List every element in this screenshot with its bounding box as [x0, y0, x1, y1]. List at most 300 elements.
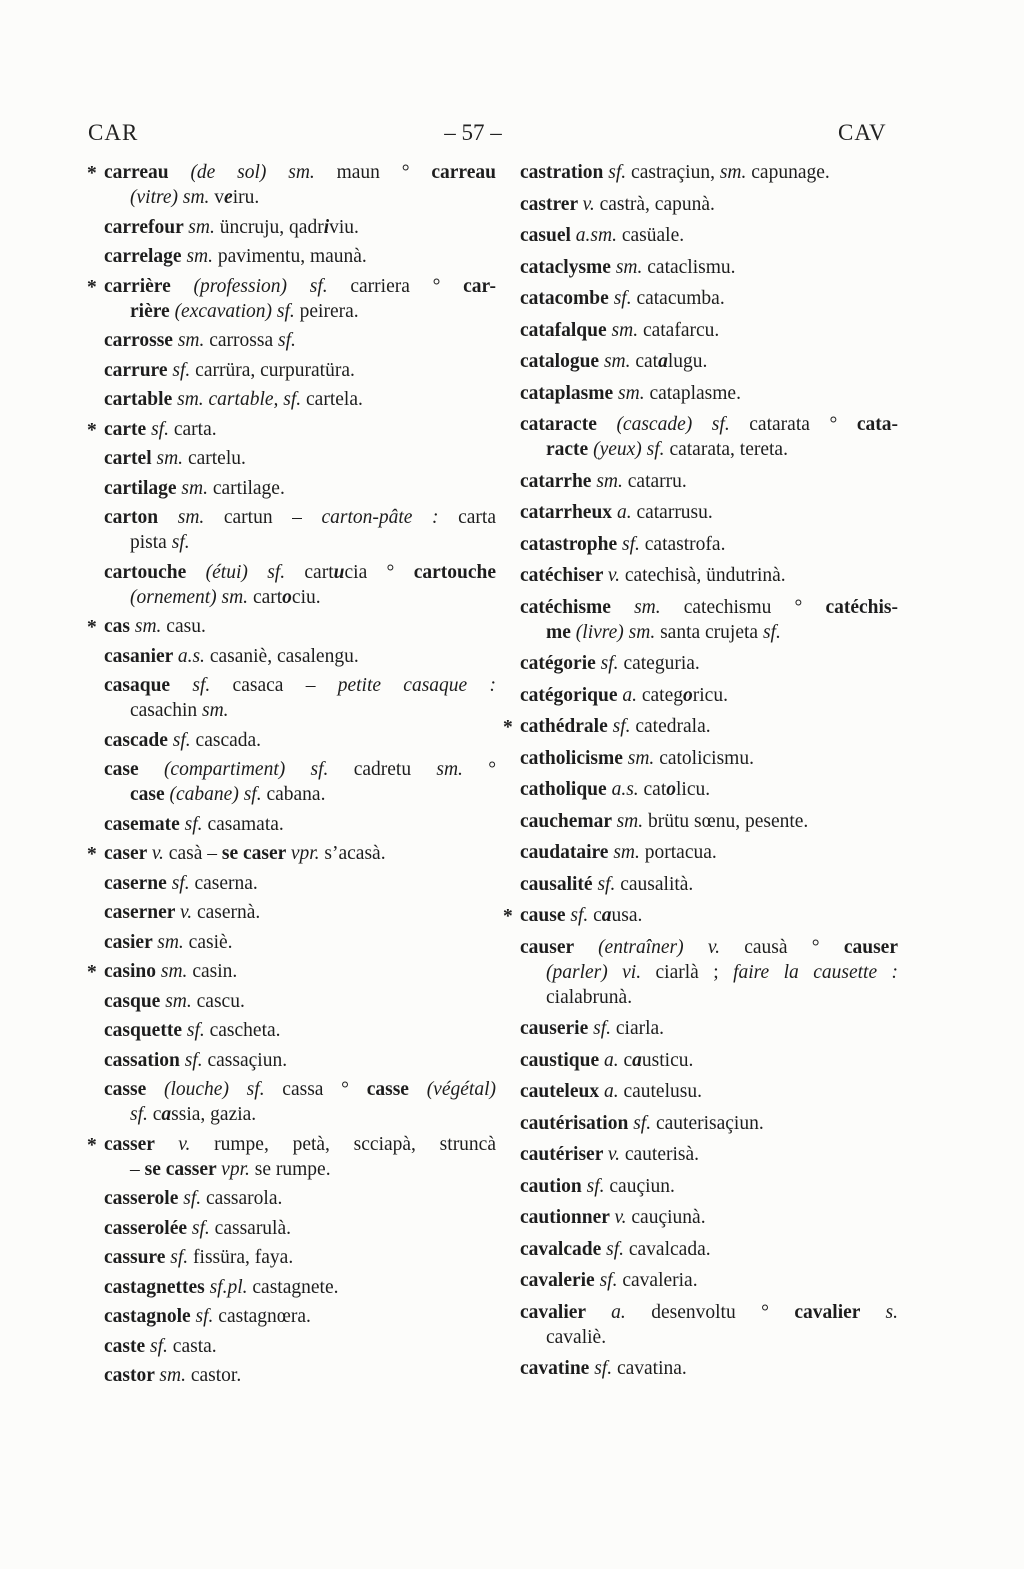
text-run: (livre) sm.	[575, 621, 661, 643]
text-run: cartela.	[306, 389, 363, 410]
entry-line	[104, 871, 496, 896]
text-run: sf.	[192, 675, 233, 696]
text-run: cartun –	[223, 507, 322, 528]
text-run: cartouche	[104, 561, 206, 583]
text-run: cassa °	[282, 1079, 367, 1100]
star-marker: *	[87, 617, 97, 638]
text-run: catafarcu.	[642, 319, 720, 341]
dictionary-entry	[104, 1275, 496, 1300]
dictionary-entry	[520, 1142, 898, 1167]
text-run: a.sm.	[575, 225, 622, 246]
text-run: vpr.	[221, 1158, 255, 1180]
dictionary-entry	[520, 1079, 898, 1104]
dictionary-entry	[520, 532, 898, 557]
text-run: (étui) sf.	[205, 561, 305, 583]
text-run: catégorique	[520, 684, 623, 706]
text-run: carton-pâte :	[321, 507, 459, 528]
text-run: c	[623, 1049, 633, 1071]
text-run: cavalcade	[520, 1238, 607, 1260]
text-run: se casser	[144, 1158, 222, 1180]
dictionary-entry	[520, 777, 898, 802]
text-run: rumpe, petà, scciapà, struncà	[214, 1133, 496, 1155]
dictionary-entry	[87, 959, 496, 984]
text-run: viu.	[329, 216, 359, 238]
text-run: sm.	[615, 256, 648, 278]
text-run: cadretu	[353, 759, 437, 780]
entry-line	[520, 1356, 898, 1381]
star-marker: *	[87, 1134, 97, 1156]
dictionary-entry	[104, 1216, 496, 1241]
text-run: cart	[252, 586, 283, 608]
dictionary-entry	[520, 349, 898, 374]
entry-line	[104, 959, 496, 984]
dictionary-entry	[104, 1018, 496, 1043]
text-run: catarrhe	[520, 470, 597, 492]
text-run: sf.	[186, 1020, 210, 1041]
dictionary-entry	[104, 871, 496, 896]
text-run: catéchiser	[520, 565, 608, 586]
text-run: sf.	[183, 1188, 207, 1209]
dictionary-entry	[520, 809, 898, 834]
text-run: capunage.	[751, 162, 830, 183]
text-run: santa crujeta	[660, 621, 763, 643]
entry-line	[520, 840, 898, 865]
dictionary-entry	[520, 1300, 898, 1350]
entry-line	[104, 1157, 496, 1182]
text-run: cataplasme	[520, 382, 619, 404]
entry-line	[520, 349, 898, 374]
text-run: catolicismu.	[659, 747, 754, 769]
text-run: cauçiun.	[609, 1175, 675, 1197]
text-run: cassure	[104, 1247, 171, 1268]
dictionary-entry	[520, 935, 898, 1010]
text-run: causerie	[520, 1018, 594, 1039]
text-run: caser	[104, 843, 152, 864]
text-run: usticu.	[641, 1049, 694, 1071]
text-run: peirera.	[299, 300, 359, 322]
entry-line	[104, 1304, 496, 1329]
star-marker: *	[87, 163, 97, 184]
text-run: cartable	[104, 389, 178, 410]
text-run: casaque	[104, 675, 193, 696]
text-run: casemate	[104, 813, 185, 835]
text-run: e	[224, 187, 233, 208]
text-run: v.	[607, 565, 625, 586]
text-run: carrure	[104, 359, 173, 381]
text-run: catarrheux	[520, 502, 617, 523]
dictionary-entry	[520, 1268, 898, 1293]
text-run: (yeux) sf.	[593, 439, 670, 460]
dictionary-entry	[104, 1048, 496, 1073]
text-run: s’acasà.	[324, 843, 386, 864]
text-run: castrà, capunà.	[599, 193, 715, 215]
text-run: sf.	[612, 716, 636, 737]
text-run: a	[161, 1104, 172, 1125]
entry-line	[104, 930, 496, 955]
text-run: sm.	[186, 246, 218, 267]
text-run: sm.	[627, 747, 660, 769]
text-run: catarata, tereta.	[669, 439, 788, 460]
text-run: sf.	[184, 1049, 208, 1071]
text-run: car-	[463, 275, 496, 297]
entry-line	[104, 328, 496, 353]
text-run: cauteleux	[520, 1081, 604, 1102]
text-run: castagnettes	[104, 1276, 210, 1298]
dictionary-entry	[87, 1132, 496, 1182]
text-run: castagnete.	[252, 1276, 339, 1298]
text-run: cataclysme	[520, 256, 616, 278]
text-run: caustique	[520, 1049, 604, 1071]
text-run: carta	[458, 507, 496, 528]
dictionary-entry	[520, 563, 898, 588]
text-run: ciarla.	[615, 1018, 665, 1039]
text-run: sm.	[177, 330, 210, 351]
text-run: sf.	[150, 1335, 173, 1357]
entry-line	[520, 1016, 898, 1041]
entry-line	[104, 505, 496, 530]
text-run: (végétal)	[426, 1079, 496, 1100]
text-run: sm.	[603, 351, 636, 372]
text-run: sm.	[436, 759, 489, 780]
text-run: catholicisme	[520, 747, 628, 769]
column-right	[503, 160, 899, 1388]
text-run: caudataire	[520, 842, 614, 863]
text-run: cassarola.	[206, 1188, 283, 1209]
text-run: cascade	[104, 729, 173, 751]
running-head-left: CAR	[88, 120, 139, 145]
text-run: castrer	[520, 193, 583, 215]
entry-line	[520, 595, 898, 620]
dictionary-entry	[104, 505, 496, 555]
text-run: v	[214, 187, 225, 208]
text-run: casser	[104, 1133, 179, 1155]
entry-line	[104, 560, 496, 585]
text-run: (entraîner) v.	[598, 936, 745, 958]
dictionary-entry	[87, 160, 496, 210]
text-run: a.	[616, 502, 637, 523]
dictionary-entry	[104, 989, 496, 1014]
text-run: a.	[603, 1049, 624, 1071]
entry-line	[104, 244, 496, 269]
dictionary-entry	[87, 841, 496, 866]
text-run: cavalcada.	[628, 1238, 711, 1260]
text-run: sf.	[594, 1358, 617, 1379]
dictionary-entry	[520, 595, 898, 645]
text-run: sm.	[634, 596, 684, 618]
entry-line	[520, 935, 898, 960]
dictionary-entry	[104, 812, 496, 837]
text-run: c	[593, 905, 602, 926]
dictionary-entry	[104, 560, 496, 610]
entry-line	[520, 437, 898, 462]
text-run: cascheta.	[209, 1020, 281, 1041]
text-run: sm.	[157, 931, 189, 953]
entry-line	[520, 1111, 898, 1136]
entry-line	[520, 318, 898, 343]
text-run: carrière	[104, 275, 194, 297]
text-run: cauçiunà.	[631, 1207, 706, 1228]
dictionary-entry	[104, 1334, 496, 1359]
entry-line	[520, 903, 898, 928]
text-run: sf.	[184, 813, 208, 835]
entry-line	[104, 614, 496, 639]
entry-line	[104, 1363, 496, 1388]
entry-line	[520, 683, 898, 708]
dictionary-entry	[104, 1245, 496, 1270]
text-run: sm. cartable, sf.	[177, 389, 307, 410]
text-run: catarrusu.	[636, 502, 713, 523]
entry-line	[520, 1048, 898, 1073]
text-run: casta.	[172, 1335, 217, 1357]
text-run: v.	[614, 1207, 632, 1228]
dictionary-entry	[104, 476, 496, 501]
dictionary-entry	[520, 412, 898, 462]
text-run: sm.	[202, 700, 229, 721]
dictionary-entry	[520, 1174, 898, 1199]
dictionary-entry	[104, 387, 496, 412]
text-run: casüale.	[621, 225, 685, 246]
text-run: ciarlà ;	[655, 961, 734, 983]
text-run: sm.	[613, 842, 645, 863]
star-marker: *	[87, 276, 97, 298]
text-run: iru.	[232, 187, 260, 208]
dictionary-entry	[104, 1077, 496, 1127]
text-run: sm.	[616, 810, 648, 832]
text-run: sf.	[191, 1217, 215, 1239]
text-run: cartilage	[104, 477, 182, 499]
entry-line	[520, 1300, 898, 1325]
dictionary-entry	[87, 614, 496, 639]
entry-line	[104, 1018, 496, 1043]
running-head-right: CAV	[838, 120, 887, 145]
text-run: cavaliè.	[546, 1326, 607, 1348]
text-run: casamata.	[207, 813, 284, 835]
text-run: se caser	[221, 843, 291, 864]
text-run: sf.	[570, 905, 594, 926]
text-run: cavatine	[520, 1358, 595, 1379]
text-run: cause	[520, 905, 571, 926]
dictionary-entry	[104, 1304, 496, 1329]
text-run: cassation	[104, 1049, 185, 1071]
text-run: cauchemar	[520, 810, 617, 832]
text-run: v.	[151, 843, 169, 864]
star-marker: *	[503, 906, 513, 927]
text-run: sm.	[188, 216, 220, 238]
text-run: casu.	[166, 616, 206, 637]
entry-line	[104, 1048, 496, 1073]
text-run: causà °	[744, 936, 844, 958]
text-run: casiè.	[188, 931, 233, 953]
text-run: cautériser	[520, 1144, 608, 1165]
entry-line	[520, 985, 898, 1010]
text-run: ssia, gazia.	[171, 1104, 257, 1125]
entry-line	[520, 1325, 898, 1350]
text-run: (de sol) sm.	[190, 162, 337, 183]
text-run: cabana.	[266, 784, 326, 805]
dictionary-entry	[520, 1111, 898, 1136]
text-run: a.s.	[611, 779, 644, 800]
dictionary-entry	[104, 328, 496, 353]
text-run: cartilage.	[212, 477, 285, 499]
text-run: s.	[885, 1301, 898, 1323]
text-run: castration	[520, 162, 609, 183]
text-run: sf.	[172, 359, 196, 381]
text-run: sf.	[599, 1270, 623, 1291]
text-run: petite casaque :	[337, 675, 496, 696]
text-run: caserna.	[194, 872, 258, 894]
entry-line	[104, 358, 496, 383]
text-run: catholique	[520, 779, 612, 800]
text-run: cartelu.	[187, 448, 246, 469]
text-run: usa.	[611, 905, 643, 926]
text-run: casin.	[192, 961, 238, 982]
dictionary-entry	[87, 274, 496, 324]
dictionary-entry	[104, 644, 496, 669]
entry-line	[520, 563, 898, 588]
entry-line	[520, 1174, 898, 1199]
entry-line	[104, 698, 496, 723]
dictionary-entry	[520, 840, 898, 865]
dictionary-entry	[520, 500, 898, 525]
text-run: a.	[622, 684, 642, 706]
star-marker: *	[87, 962, 97, 983]
text-run: causer	[520, 936, 599, 958]
text-run: cataclismu.	[647, 256, 736, 278]
dictionary-entry	[520, 872, 898, 897]
entry-line	[520, 960, 898, 985]
dictionary-entry	[104, 728, 496, 753]
text-run: sf.	[172, 729, 196, 751]
text-run: casque	[104, 990, 166, 1012]
entry-line	[104, 530, 496, 555]
dictionary-entry	[520, 192, 898, 217]
text-run: cataracte	[520, 414, 617, 435]
text-run: sm.	[134, 616, 167, 637]
text-run: cautelusu.	[623, 1081, 702, 1102]
text-run: (louche) sf.	[163, 1079, 283, 1100]
dictionary-entry	[503, 903, 898, 928]
entry-line	[104, 476, 496, 501]
text-run: catastrophe	[520, 533, 623, 555]
entry-line	[520, 1142, 898, 1167]
text-run: portacua.	[644, 842, 717, 863]
entry-line	[104, 841, 496, 866]
text-run: cartouche	[413, 561, 496, 583]
text-run: cavalerie	[520, 1270, 600, 1291]
entry-line	[520, 500, 898, 525]
entry-line	[520, 809, 898, 834]
dictionary-entry	[104, 900, 496, 925]
entry-line	[520, 620, 898, 645]
text-run: catéchisme	[520, 596, 635, 618]
dictionary-entry	[104, 1363, 496, 1388]
text-run: casse	[104, 1079, 164, 1100]
text-run: sf.	[606, 1238, 629, 1260]
text-run: sm.	[719, 162, 752, 183]
text-run: vpr.	[290, 843, 325, 864]
text-run: (parler) vi.	[546, 961, 656, 983]
entry-line	[520, 469, 898, 494]
dictionary-entry	[104, 358, 496, 383]
text-run: o	[666, 779, 677, 800]
text-run: v.	[178, 1133, 215, 1155]
text-run: o	[683, 684, 693, 706]
dictionary-entry	[520, 1016, 898, 1041]
entry-line	[104, 160, 496, 185]
dictionary-entry	[520, 160, 898, 185]
entry-line	[104, 585, 496, 610]
text-run: sf.	[600, 653, 624, 674]
text-run: catégorie	[520, 653, 601, 674]
entry-line	[520, 381, 898, 406]
text-run: catalogue	[520, 351, 604, 372]
text-run: cauterisà.	[624, 1144, 700, 1165]
text-run: sf.	[597, 873, 621, 895]
dictionary-entry	[520, 1237, 898, 1262]
dictionary-entry	[520, 469, 898, 494]
entry-line	[104, 782, 496, 807]
text-run: carton	[104, 507, 178, 528]
text-run: maun °	[336, 162, 432, 183]
text-run: casse	[366, 1079, 427, 1100]
text-run: i	[323, 216, 330, 238]
entry-line	[104, 387, 496, 412]
text-run: sf.	[593, 1018, 616, 1039]
text-run: catarata °	[749, 414, 857, 435]
text-run: causalità.	[620, 873, 694, 895]
text-run: sf.	[762, 621, 781, 643]
text-run: sf.	[622, 533, 645, 555]
text-run: cathédrale	[520, 716, 613, 737]
text-run: a	[632, 1049, 642, 1071]
text-run: carta.	[173, 418, 217, 440]
text-run: casier	[104, 931, 158, 953]
entry-line	[104, 728, 496, 753]
entry-line	[104, 757, 496, 782]
text-run: sm.	[618, 382, 650, 404]
text-run: cialabrunà.	[546, 986, 633, 1008]
text-run: castagnole	[104, 1306, 196, 1327]
dictionary-entry	[104, 244, 496, 269]
text-run: o	[282, 586, 292, 608]
dictionary-entry	[520, 223, 898, 248]
text-run: (vitre) sm.	[130, 187, 215, 208]
text-run: carriera °	[350, 275, 464, 297]
entry-line	[520, 255, 898, 280]
entry-line	[104, 299, 496, 324]
text-run: cia °	[344, 561, 414, 583]
dictionary-entry	[104, 446, 496, 471]
text-run: a	[601, 905, 612, 926]
text-run: sf.	[608, 162, 632, 183]
entry-line	[520, 714, 898, 739]
dictionary-entry	[503, 714, 898, 739]
text-run: –	[130, 1158, 145, 1180]
text-run: carrosse	[104, 330, 178, 351]
text-run: case	[104, 759, 164, 780]
text-run: carreau	[431, 162, 496, 183]
dictionary-entry	[520, 1205, 898, 1230]
text-run: catedrala.	[635, 716, 711, 737]
entry-line	[104, 1275, 496, 1300]
entry-line	[520, 777, 898, 802]
text-run: (ornement) sm.	[130, 586, 253, 608]
text-run: sm.	[156, 448, 188, 469]
text-run: sf.	[151, 418, 174, 440]
text-run: catechismu °	[683, 596, 826, 618]
text-run: u	[333, 561, 345, 583]
dictionary-entry	[520, 255, 898, 280]
